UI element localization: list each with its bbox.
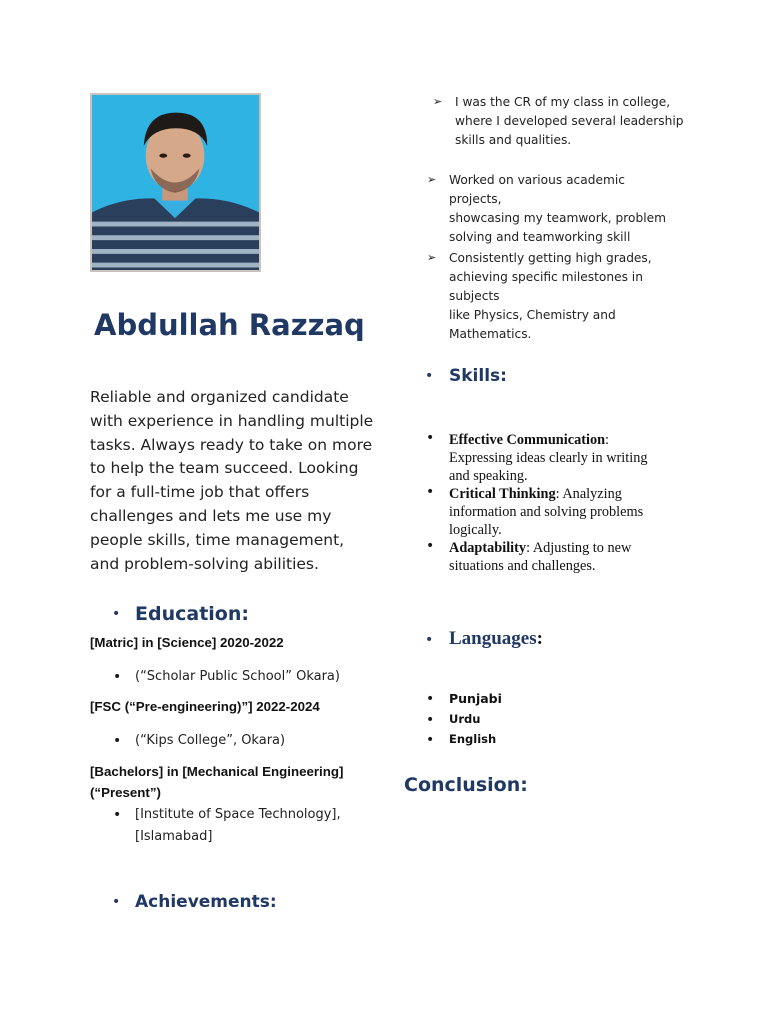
education-heading-matric: [Matric] in [Science] 2020-2022: [90, 635, 284, 650]
bullet-dot-icon: •: [112, 894, 121, 910]
profile-photo: [90, 93, 261, 272]
achievement-item: Consistently getting high grades, achieving specific milestones in subjects like Physics, Chemistry and Mathematics.: [449, 251, 652, 341]
education-heading-fsc: [FSC (“Pre-engineering)”] 2022-2024: [90, 699, 320, 714]
education-heading-bachelors: [Bachelors] in [Mechanical Engineering]: [90, 764, 344, 779]
education-detail-bachelors-institute: [Institute of Space Technology],: [135, 807, 341, 822]
skill-item: Critical Thinking: Analyzing information and solving problems logically.: [449, 486, 644, 538]
achievements-title: Achievements:: [135, 892, 277, 912]
language-item: English: [449, 732, 497, 746]
candidate-name: Abdullah Razzaq: [94, 308, 365, 342]
education-detail-matric: (“Scholar Public School” Okara): [135, 669, 340, 684]
bullet-dot-icon: •: [426, 484, 435, 500]
bullet-dot-icon: •: [426, 691, 435, 707]
bullet-dot-icon: •: [425, 632, 434, 648]
person-portrait-icon: [92, 95, 259, 270]
bullet-dot-icon: •: [426, 538, 435, 554]
bullet-dot-icon: •: [426, 430, 435, 446]
skill-item: Effective Communication: Expressing ideas clearly in writing and speaking.: [449, 432, 648, 484]
education-heading-bachelors-status: (“Present”): [90, 785, 161, 800]
bullet-dot-icon: •: [113, 733, 122, 749]
bullet-dot-icon: •: [113, 807, 122, 823]
education-detail-bachelors-city: [Islamabad]: [135, 829, 213, 844]
education-detail-fsc: (“Kips College”, Okara): [135, 733, 286, 748]
arrow-bullet-icon: ➢: [427, 251, 437, 264]
skills-title: Skills:: [449, 366, 507, 386]
bullet-dot-icon: •: [112, 606, 121, 622]
achievement-item: Worked on various academic projects, showcasing my teamwork, problem solving and teamworking skill: [449, 173, 666, 244]
language-item: Urdu: [449, 712, 481, 726]
education-title: Education:: [135, 603, 249, 625]
conclusion-title: Conclusion:: [404, 774, 528, 796]
profile-summary: Reliable and organized candidate with experience in handling multiple tasks. Always ready to take on more to help the team succeed. Looking for a full-time job that offers challenges and lets me use my people skills, time management, and problem-solving abilities.: [90, 388, 374, 573]
bullet-dot-icon: •: [426, 712, 435, 728]
arrow-bullet-icon: ➢: [433, 95, 443, 108]
arrow-bullet-icon: ➢: [427, 173, 437, 186]
language-item: Punjabi: [449, 691, 502, 706]
bullet-dot-icon: •: [426, 732, 435, 748]
bullet-dot-icon: •: [425, 368, 434, 384]
skill-item: Adaptability: Adjusting to new situations and challenges.: [449, 540, 632, 574]
achievement-item: I was the CR of my class in college, where I developed several leadership skills and qualities.: [455, 95, 684, 147]
bullet-dot-icon: •: [113, 669, 122, 685]
languages-title: Languages:: [449, 628, 543, 649]
